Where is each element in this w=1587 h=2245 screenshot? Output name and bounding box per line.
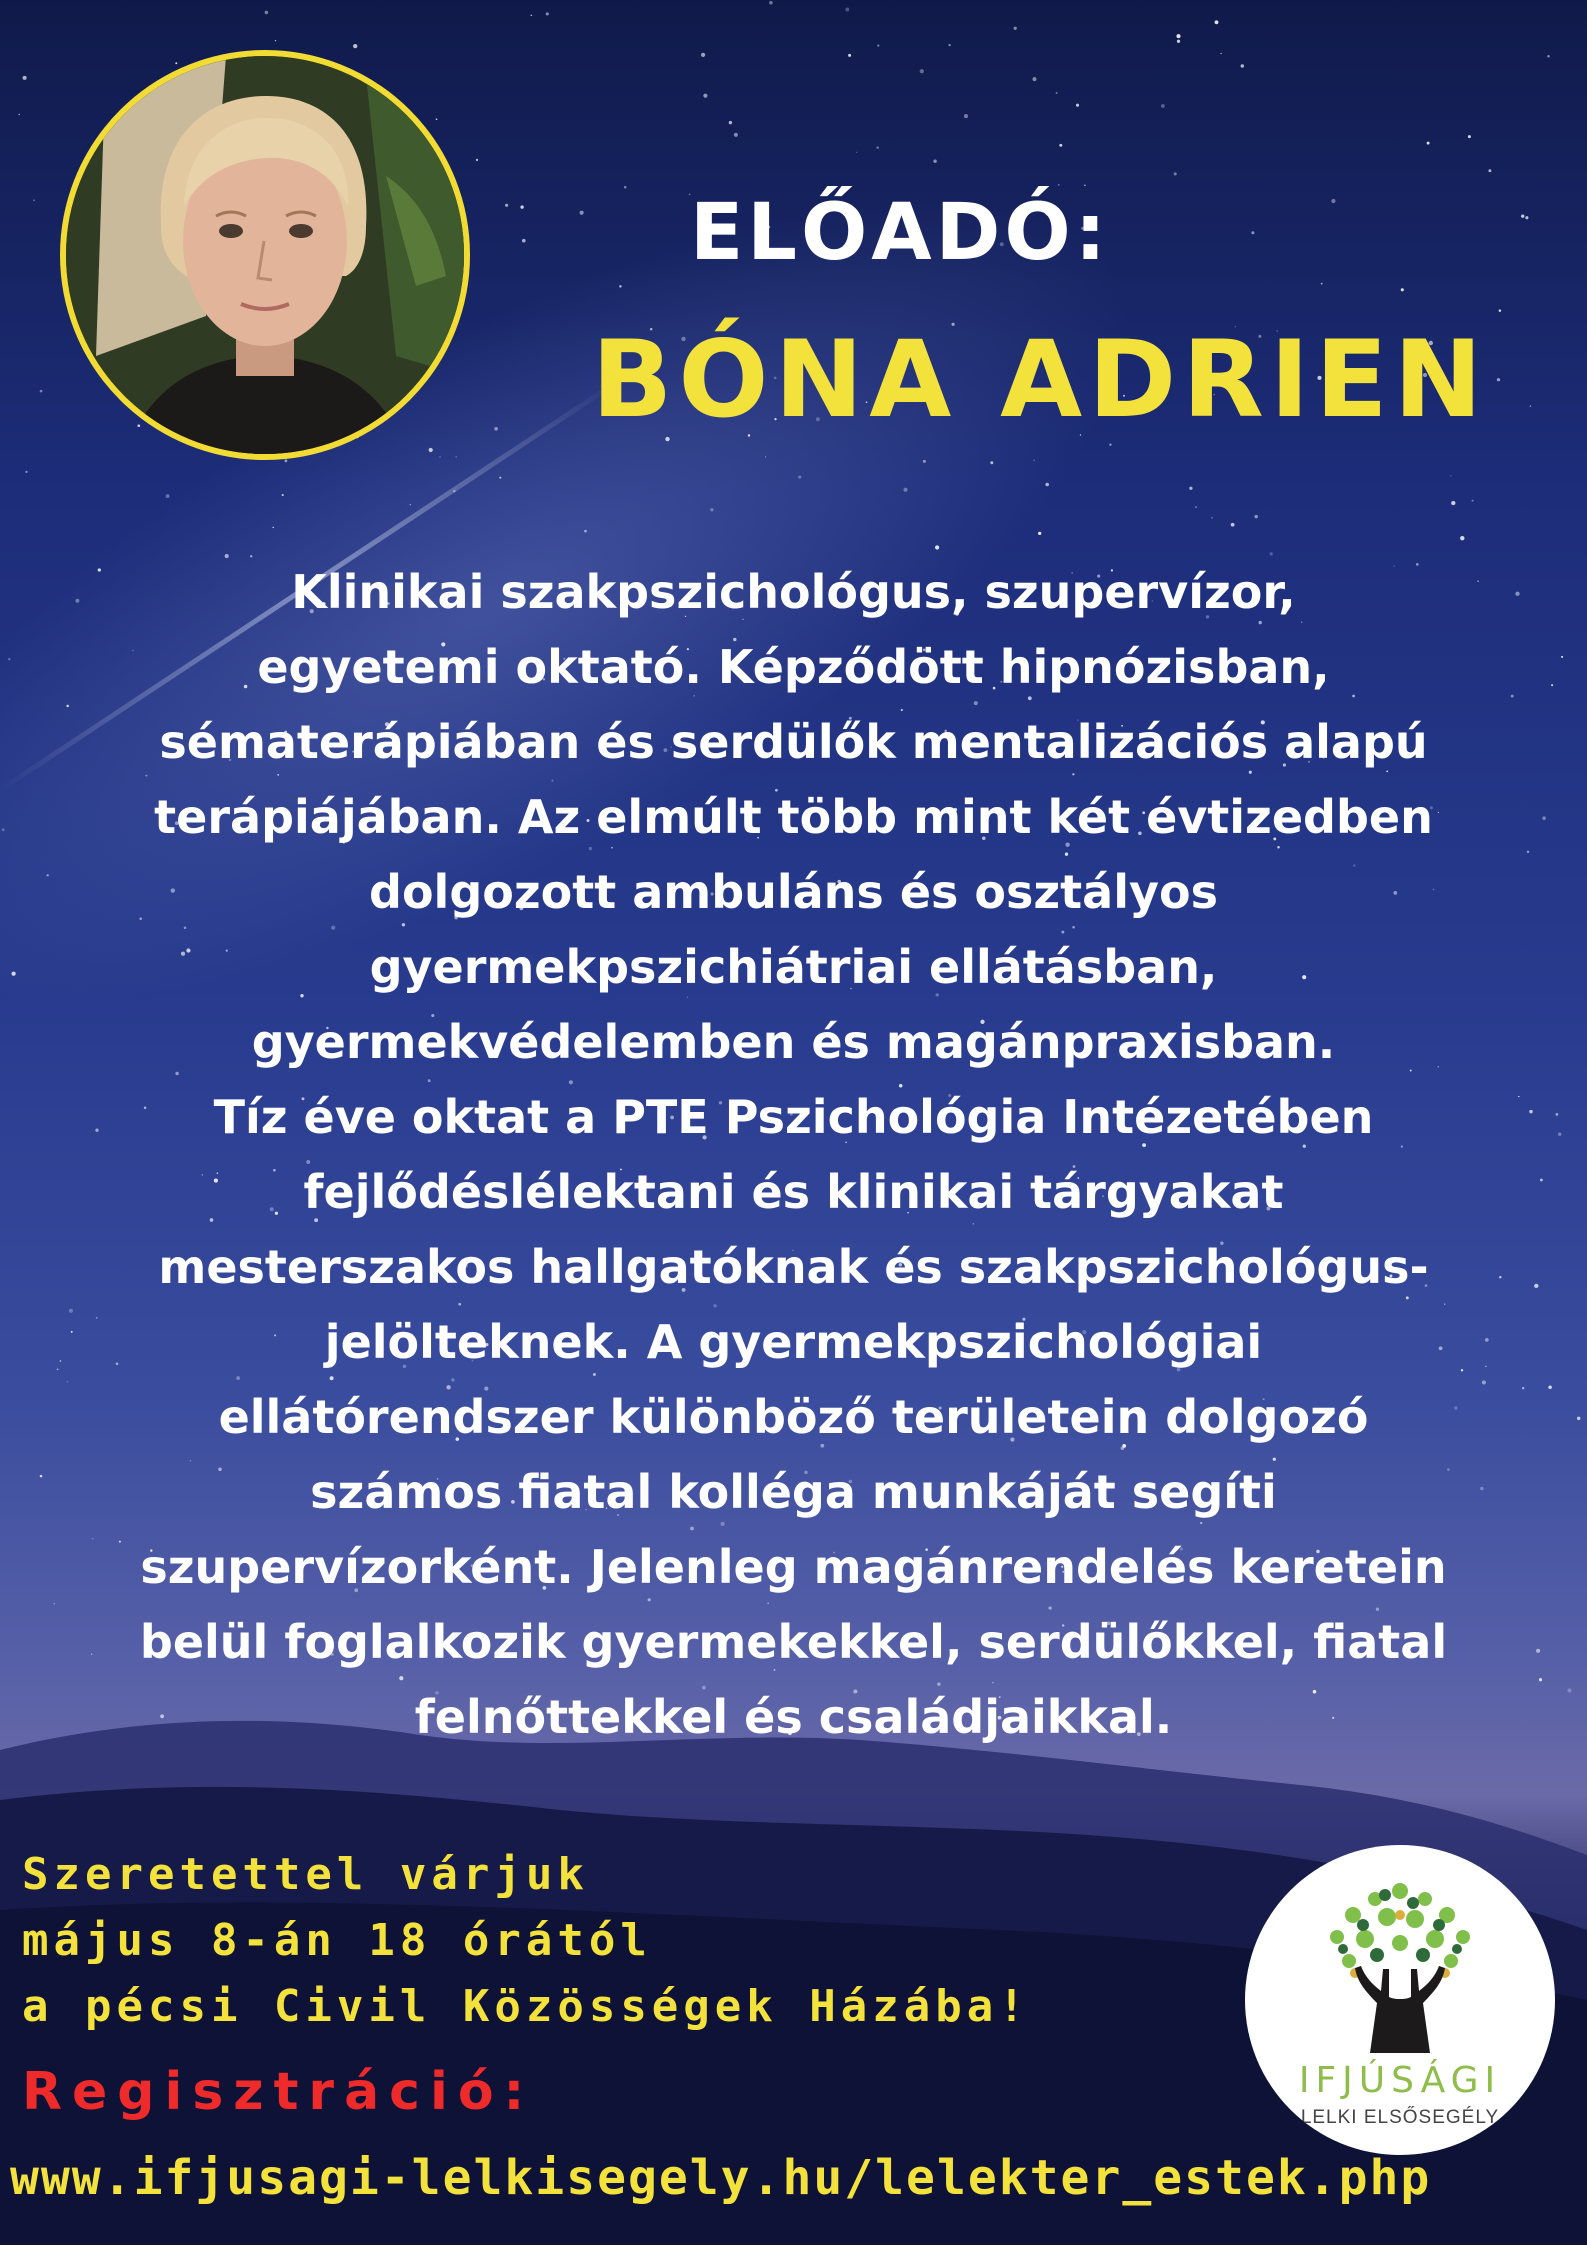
invitation-line: Szeretettel várjuk — [22, 1849, 589, 1900]
bio-line: mesterszakos hallgatóknak és szakpszichológus- — [158, 1240, 1429, 1294]
logo-title: IFJÚSÁGI — [1298, 2060, 1502, 2101]
bio-line: ellátórendszer különböző területein dolgozó — [218, 1390, 1369, 1444]
bio-line: felnőttekkel és családjaikkal. — [414, 1690, 1173, 1744]
organization-logo — [1245, 1845, 1555, 2155]
logo-subtitle: LELKI ELSŐSEGÉLY — [1300, 2107, 1500, 2128]
invitation-line: május 8-án 18 órától — [22, 1915, 652, 1966]
speaker-portrait — [66, 56, 464, 454]
registration-label: Regisztráció: — [22, 2062, 535, 2122]
speaker-role-heading: ELŐADÓ: — [690, 188, 1110, 278]
bio-line: fejlődéslélektani és klinikai tárgyakat — [303, 1165, 1284, 1219]
speaker-bio — [40, 555, 1547, 1755]
invitation-line: a pécsi Civil Közösségek Házába! — [22, 1981, 1030, 2032]
registration-link[interactable]: www.ifjusagi-lelkisegely.hu/lelekter_estek.php — [10, 2150, 1432, 2206]
bio-line: terápiájában. Az elmúlt több mint két évtizedben — [154, 790, 1433, 844]
bio-line: gyermekvédelemben és magánpraxisban. — [251, 1015, 1336, 1069]
bio-line: számos fiatal kolléga munkáját segíti — [310, 1465, 1277, 1519]
speaker-photo — [60, 50, 470, 460]
bio-line: jelölteknek. A gyermekpszichológiai — [324, 1315, 1263, 1369]
speaker-name-heading: BÓNA ADRIEN — [591, 318, 1489, 441]
bio-line: dolgozott ambuláns és osztályos — [369, 865, 1218, 919]
bio-line: belül foglalkozik gyermekekkel, serdülőkkel, fiatal — [139, 1615, 1448, 1669]
bio-line: Tíz éve oktat a PTE Pszichológia Intézetében — [213, 1090, 1374, 1144]
bio-line: sématerápiában és serdülők mentalizációs alapú — [159, 715, 1428, 769]
event-invitation — [22, 1842, 1222, 2040]
bio-line: egyetemi oktató. Képződött hipnózisban, — [257, 640, 1330, 694]
bio-line: gyermekpszichiátriai ellátásban, — [369, 940, 1218, 994]
bio-line: Klinikai szakpszichológus, szupervízor, — [291, 565, 1296, 619]
bio-line: szupervízorként. Jelenleg magánrendelés keretein — [140, 1540, 1447, 1594]
tree-hands-icon — [1315, 1873, 1485, 2058]
